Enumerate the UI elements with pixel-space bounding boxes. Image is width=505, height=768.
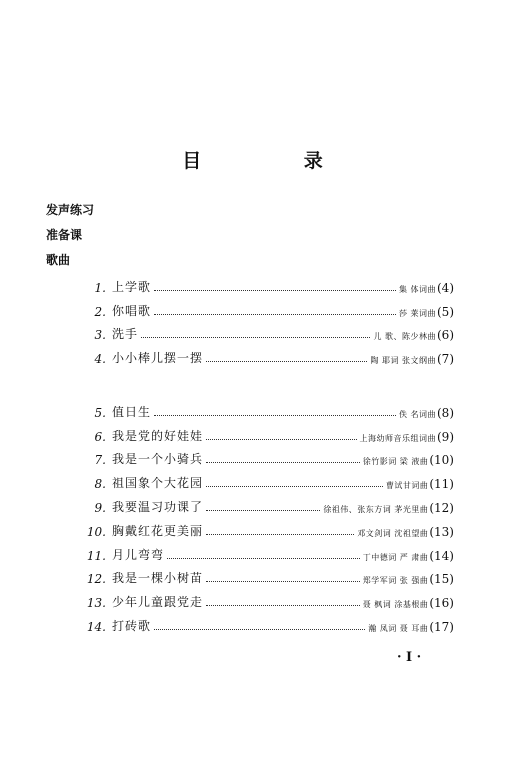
entry-page: (17): [429, 619, 454, 634]
entry-credit: 邓文剑词 沈祖望曲: [357, 528, 429, 538]
entry-number: 7.: [94, 453, 106, 468]
entry-credit: 聂 枫词 涂基根曲: [362, 600, 429, 610]
entry-number: 14.: [86, 619, 106, 634]
entry-title: 洗手: [112, 327, 139, 342]
dot-leader: [206, 486, 383, 487]
page-folio: · I ·: [397, 650, 422, 665]
entry-credit: 瀚 凤词 聂 耳曲: [368, 623, 429, 633]
toc-entry: [82, 444, 454, 468]
entry-title: 值日生: [112, 404, 152, 419]
toc-entry: [82, 396, 454, 420]
toc-entry: [82, 319, 454, 343]
entry-number: 4.: [94, 352, 106, 367]
entry-title: 你唱歌: [112, 303, 152, 318]
toc-entry: [82, 420, 454, 444]
entry-page: (7): [437, 352, 454, 367]
entry-number: 2.: [94, 304, 106, 319]
section-heading-songs: 歌曲: [46, 253, 71, 267]
entry-credit: 徐祖伟、张东方词 茅光里曲: [323, 504, 429, 514]
entry-page: (5): [437, 304, 454, 319]
entry-page: (13): [429, 524, 454, 539]
entry-credit: 集 体词曲: [398, 284, 436, 294]
page-title: 目 录: [182, 150, 371, 172]
entry-credit: 佚 名词曲: [398, 409, 436, 419]
dot-leader: [206, 510, 320, 511]
entry-number: 11.: [86, 548, 106, 563]
entry-title: 我是一棵小树苗: [112, 571, 204, 586]
entry-number: 8.: [94, 477, 106, 492]
toc-list: [82, 271, 454, 366]
entry-title: 上学歌: [112, 279, 152, 294]
entry-title: 我要温习功课了: [112, 499, 204, 514]
dot-leader: [141, 337, 370, 338]
entry-page: (10): [429, 453, 454, 468]
toc-entry: [82, 563, 454, 587]
entry-title: 胸戴红花更美丽: [112, 523, 204, 538]
entry-title: 我是一个小骑兵: [112, 452, 204, 467]
toc-entry: [82, 491, 454, 515]
toc-list: [82, 396, 454, 634]
entry-credit: 儿 歌、陈少林曲: [373, 332, 436, 342]
entry-number: 13.: [86, 596, 106, 611]
entry-page: (11): [429, 477, 454, 492]
toc-entry: [82, 610, 454, 634]
entry-title: 月儿弯弯: [112, 547, 165, 562]
entry-credit: 徐竹影词 梁 液曲: [362, 457, 429, 467]
entry-page: (16): [429, 596, 454, 611]
entry-number: 10.: [86, 524, 106, 539]
entry-number: 9.: [94, 500, 106, 515]
section-heading-preparatory-lesson: 准备课: [46, 228, 83, 242]
entry-credit: 上海幼师音乐组词曲: [359, 433, 436, 443]
toc-entry: [82, 467, 454, 491]
entry-number: 5.: [94, 405, 106, 420]
entry-credit: 丁中德词 严 肃曲: [362, 552, 429, 562]
entry-number: 3.: [94, 328, 106, 343]
entry-page: (9): [437, 429, 454, 444]
dot-leader: [206, 605, 360, 606]
entry-title: 打砖歌: [112, 618, 152, 633]
toc-entry: [82, 586, 454, 610]
dot-leader: [206, 581, 360, 582]
entry-title: 祖国象个大花园: [112, 476, 204, 491]
toc-entry: [82, 271, 454, 295]
dot-leader: [154, 314, 396, 315]
entry-credit: 陶 耶词 张文纲曲: [370, 356, 436, 366]
dot-leader: [154, 629, 365, 630]
toc-entry: [82, 539, 454, 563]
dot-leader: [206, 462, 360, 463]
entry-credit: 莎 莱词曲: [398, 308, 436, 318]
dot-leader: [154, 415, 396, 416]
section-heading-vocal-exercises: 发声练习: [46, 203, 95, 217]
entry-title: 少年儿童跟党走: [112, 595, 204, 610]
entry-title: 小小棒儿摆一摆: [112, 351, 204, 366]
entry-page: (8): [437, 405, 454, 420]
dot-leader: [167, 558, 360, 559]
entry-page: (6): [437, 328, 454, 343]
entry-credit: 曹试甘词曲: [385, 481, 429, 491]
entry-page: (15): [429, 572, 454, 587]
dot-leader: [206, 439, 356, 440]
dot-leader: [154, 290, 396, 291]
entry-credit: 郑学军词 张 强曲: [362, 576, 429, 586]
entry-page: (4): [437, 280, 454, 295]
toc-entry: [82, 342, 454, 366]
entry-title: 我是党的好娃娃: [112, 428, 204, 443]
entry-page: (14): [429, 548, 454, 563]
dot-leader: [206, 361, 367, 362]
dot-leader: [206, 534, 354, 535]
toc-entry: [82, 295, 454, 319]
entry-number: 1.: [94, 280, 106, 295]
entry-page: (12): [429, 500, 454, 515]
toc-entry: [82, 515, 454, 539]
entry-number: 6.: [94, 429, 106, 444]
entry-number: 12.: [86, 572, 106, 587]
